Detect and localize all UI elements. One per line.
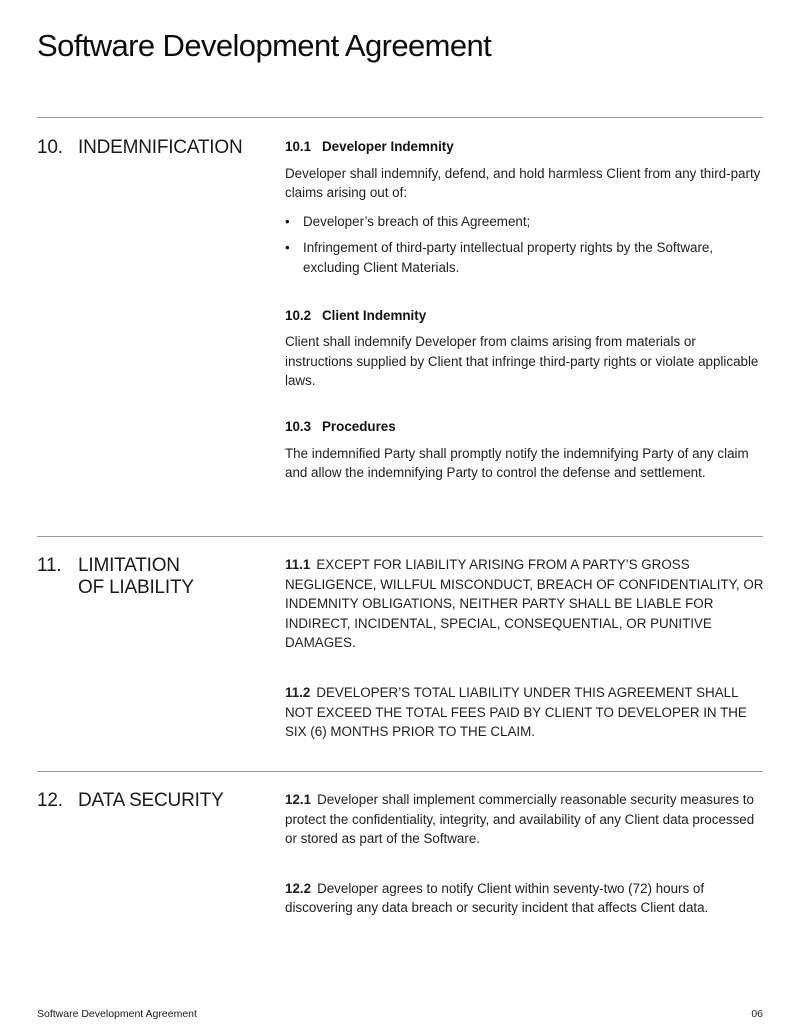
document-title: Software Development Agreement [37, 28, 492, 63]
page-number: 06 [751, 1008, 763, 1020]
clause-text: Developer shall implement commercially reasonable security measures to protect the confidentiality, integrity, and availability of any Client data processed or stored as part of the Software. [285, 792, 755, 847]
subsection-title: Procedures [322, 418, 396, 434]
subsection-title: Client Indemnity [322, 307, 427, 323]
subsection-heading [285, 417, 765, 437]
subsection-text: The indemnified Party shall promptly notify the indemnifying Party of any claim and allow the indemnifying Party to control the defense and settlement. [285, 445, 749, 481]
section-number: 10. [37, 137, 63, 158]
subsection-text: Developer shall indemnify, defend, and hold harmless Client from any third-party claims arising out of: [285, 165, 761, 201]
clause-11-2 [285, 683, 765, 742]
clause-number: 11.2 [285, 684, 311, 700]
list-item [285, 238, 765, 277]
bullet-icon: • [285, 240, 290, 256]
clause-number: 11.1 [285, 557, 311, 572]
section-title-line: LIMITATION [78, 555, 180, 576]
section-number: 12. [37, 790, 63, 811]
subsection-heading [285, 306, 765, 326]
section-body [285, 790, 765, 918]
subsection-number: 10.3 [285, 418, 312, 434]
section-title-line: OF LIABILITY [78, 577, 194, 598]
section-divider [37, 117, 763, 118]
subsection-number: 10.2 [285, 307, 312, 323]
clause-text: EXCEPT FOR LIABILITY ARISING FROM A PARTY’S GROSS NEGLIGENCE, WILLFUL MISCONDUCT, BREACH OF CONFIDENTIALITY, OR INDEMNITY OBLIGATIONS, NEITHER PARTY SHALL BE LIABLE FOR INDIRECT, INCIDENTAL, SPECIAL, CONSEQUENTIAL, OR PUNITIVE DAMAGES. [285, 557, 764, 651]
clause-text: DEVELOPER’S TOTAL LIABILITY UNDER THIS AGREEMENT SHALL NOT EXCEED THE TOTAL FEES PAID BY CLIENT TO DEVELOPER IN THE SIX (6) MONTHS PRIOR TO THE CLAIM. [285, 684, 747, 740]
subsection-text: Client shall indemnify Developer from claims arising from materials or instructions supplied by Client that infringe third-party rights or violate applicable laws. [285, 334, 759, 389]
section-divider [37, 771, 763, 772]
clause-12-1 [285, 790, 765, 849]
section-body [285, 555, 765, 742]
section-divider [37, 536, 763, 537]
clause-11-1 [285, 555, 765, 653]
clause-number: 12.1 [285, 792, 312, 807]
section-title: DATA SECURITY [78, 790, 224, 811]
subsection-title: Developer Indemnity [322, 139, 454, 154]
clause-number: 12.2 [285, 880, 312, 896]
subsection-heading [285, 137, 765, 157]
subsection-10-2 [285, 306, 765, 391]
list-item-text: Infringement of third-party intellectual property rights by the Software, excluding Client Materials. [303, 240, 714, 275]
clause-12-2 [285, 879, 765, 918]
list-item-text: Developer’s breach of this Agreement; [303, 213, 531, 229]
bullet-icon: • [285, 213, 290, 229]
section-number: 11. [37, 555, 62, 576]
subsection-10-1 [285, 137, 765, 278]
subsection-10-3 [285, 417, 765, 483]
subsection-number: 10.1 [285, 139, 312, 154]
section-body [285, 137, 765, 483]
footer-title: Software Development Agreement [37, 1008, 197, 1020]
clause-text: Developer agrees to notify Client within seventy-two (72) hours of discovering any data breach or security incident that affects Client data. [285, 880, 709, 916]
list-item [285, 212, 765, 232]
section-title [78, 555, 268, 599]
section-title: INDEMNIFICATION [78, 137, 243, 158]
bullet-list [285, 212, 765, 278]
